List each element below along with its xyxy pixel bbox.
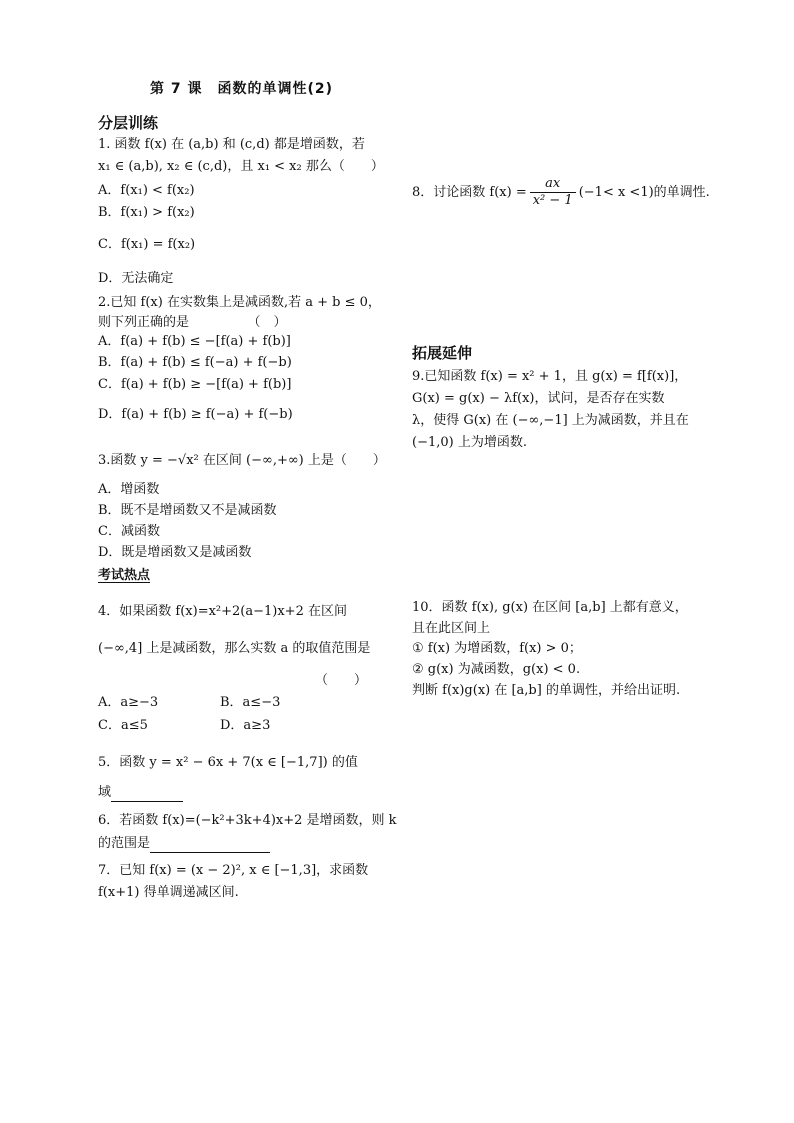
q4-stem-line2: (−∞,4] 上是减函数，那么实数 a 的取值范围是 (98, 641, 371, 656)
section-layered-training: 分层训练 (98, 114, 159, 132)
q1-stem-line2: x₁ ∈ (a,b), x₂ ∈ (c,d)，且 x₁ < x₂ 那么（ ） (98, 159, 384, 174)
q2-stem-line1: 2.已知 f(x) 在实数集上是减函数,若 a + b ≤ 0， (98, 295, 381, 310)
q6-stem-line2 (98, 835, 270, 853)
q10-condition-1: ① f(x) 为增函数，f(x) > 0； (412, 641, 582, 656)
section-exam-hotspots: 考试热点 (98, 568, 151, 583)
q2-option-c: C．f(a) + f(b) ≥ −[f(a) + f(b)] (98, 377, 292, 392)
q3-option-b: B．既不是增函数又不是减函数 (98, 503, 277, 518)
q2-option-d: D．f(a) + f(b) ≥ f(−a) + f(−b) (98, 407, 293, 422)
section-extension: 拓展延伸 (412, 344, 473, 362)
q6-stem-line2-text: 的范围是 (98, 836, 151, 851)
q10-condition-2: ② g(x) 为减函数，g(x) < 0. (412, 662, 581, 677)
q3-option-d: D．既是增函数又是减函数 (98, 545, 252, 560)
q4-option-b: B．a≤−3 (220, 695, 281, 710)
q7-stem-line2: f(x+1) 得单调递减区间. (98, 885, 239, 900)
q4-option-c: C．a≤5 (98, 718, 148, 733)
q10-stem-line2: 且在此区间上 (412, 621, 491, 636)
q5-stem-line2 (98, 784, 183, 802)
q9-stem-line1: 9.已知函数 f(x) = x² + 1，且 g(x) = f[f(x)]， (412, 369, 688, 384)
q4-answer-paren: （ ） (315, 673, 368, 688)
q1-option-a: A．f(x₁) < f(x₂) (98, 183, 195, 198)
q2-option-a: A．f(a) + f(b) ≤ −[f(a) + f(b)] (98, 334, 291, 349)
q1-stem-line1: 1. 函数 f(x) 在 (a,b) 和 (c,d) 都是增函数，若 (98, 137, 365, 152)
q8-fraction (530, 176, 576, 209)
q10-task: 判断 f(x)g(x) 在 [a,b] 的单调性，并给出证明. (412, 683, 681, 698)
q1-option-d: D．无法确定 (98, 271, 174, 286)
q3-stem: 3.函数 y = −√x² 在区间 (−∞,+∞) 上是（ ） (98, 453, 386, 468)
q7-stem-line1: 7．已知 f(x) = (x − 2)², x ∈ [−1,3]，求函数 (98, 863, 369, 878)
q4-option-a: A．a≥−3 (98, 695, 159, 710)
q9-stem-line3: λ，使得 G(x) 在 (−∞,−1] 上为减函数，并且在 (412, 413, 689, 428)
q5-stem-line1: 5．函数 y = x² − 6x + 7(x ∈ [−1,7]) 的值 (98, 755, 358, 770)
q9-stem-line4: (−1,0) 上为增函数. (412, 435, 527, 450)
q4-option-d: D．a≥3 (220, 718, 271, 733)
q6-stem-line1: 6．若函数 f(x)=(−k²+3k+4)x+2 是增函数，则 k (98, 813, 397, 828)
q5-answer-blank[interactable] (111, 787, 183, 802)
q5-stem-line2-text: 域 (98, 785, 112, 800)
q8-fraction-denominator: x² − 1 (532, 193, 573, 208)
q2-stem-line2: 则下列正确的是 （ ） (98, 315, 287, 330)
q8-suffix: (−1< x <1)的单调性. (578, 185, 710, 200)
page-title: 第 7 课 函数的单调性(2) (150, 81, 334, 97)
q3-option-c: C．减函数 (98, 524, 160, 539)
question-8 (412, 176, 710, 210)
q4-stem-line1: 4．如果函数 f(x)=x²+2(a−1)x+2 在区间 (98, 604, 347, 619)
q1-option-b: B．f(x₁) > f(x₂) (98, 205, 195, 220)
q3-option-a: A．增函数 (98, 482, 160, 497)
q8-fraction-numerator: ax (530, 176, 576, 193)
q10-stem-line1: 10．函数 f(x), g(x) 在区间 [a,b] 上都有意义， (412, 600, 688, 615)
q9-stem-line2: G(x) = g(x) − λf(x)，试问，是否存在实数 (412, 391, 665, 406)
q1-option-c: C．f(x₁) = f(x₂) (98, 237, 196, 252)
q8-prefix: 8．讨论函数 f(x) = (412, 185, 527, 200)
q2-option-b: B．f(a) + f(b) ≤ f(−a) + f(−b) (98, 355, 292, 370)
q6-answer-blank[interactable] (150, 838, 270, 853)
